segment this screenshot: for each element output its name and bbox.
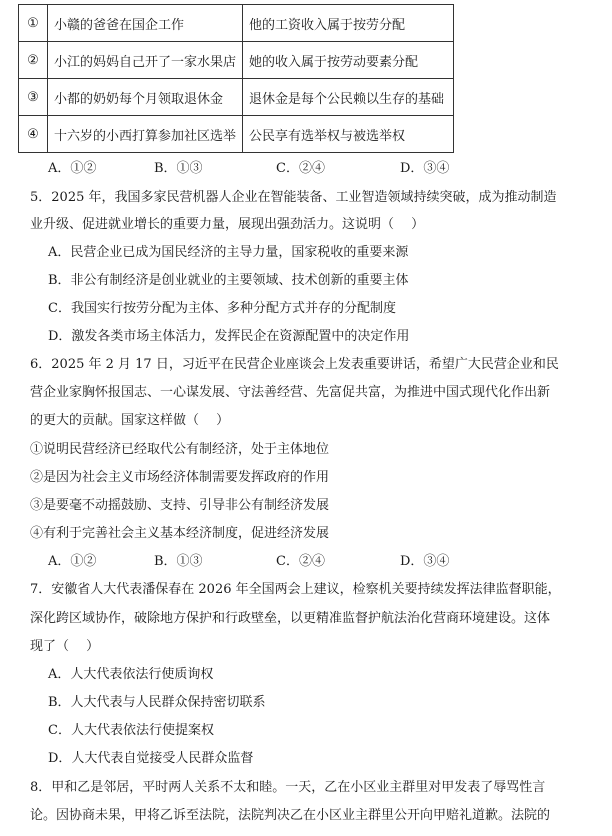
q6-stem-line: 营企业家胸怀报国志、一心谋发展、守法善经营、先富促共富，为推进中国式现代化作出新 [30, 385, 551, 400]
situation-cell: 小都的奶奶每个月领取退休金 [48, 79, 243, 116]
table-row [19, 79, 454, 116]
q7-option-b[interactable]: B．人大代表与人民群众保持密切联系 [48, 695, 266, 710]
table-row [19, 5, 454, 42]
judgement-cell: 她的收入属于按劳动要素分配 [243, 42, 454, 79]
choice-b[interactable]: B．①③ [154, 554, 203, 569]
judgement-cell: 公民享有选举权与被选举权 [243, 116, 454, 153]
q7-stem-line: 现了（ ） [30, 639, 100, 654]
judgement-cell: 他的工资收入属于按劳分配 [243, 5, 454, 42]
choice-d[interactable]: D．③④ [400, 161, 450, 176]
row-number: ② [19, 42, 48, 79]
table-row [19, 42, 454, 79]
row-number: ④ [19, 116, 48, 153]
q7-stem-line: 深化跨区域协作，破除地方保护和行政壁垒，以更精准监督护航法治化营商环境建设。这体 [30, 611, 551, 626]
q6-statement: ④有利于完善社会主义基本经济制度，促进经济发展 [30, 526, 330, 541]
q5-stem-line: 5．2025 年，我国多家民营机器人企业在智能装备、工业智造领域持续突破，成为推动制造 [30, 190, 557, 205]
q6-stem-line: 6．2025 年 2 月 17 日，习近平在民营企业座谈会上发表重要讲话，希望广大民营企业和民 [30, 357, 559, 372]
choice-d[interactable]: D．③④ [400, 554, 450, 569]
row-number: ③ [19, 79, 48, 116]
q7-option-a[interactable]: A．人大代表依法行使质询权 [48, 667, 214, 682]
q8-stem-line: 8．甲和乙是邻居，平时两人关系不太和睦。一天，乙在小区业主群里对甲发表了辱骂性言 [30, 780, 546, 795]
q6-statement: ②是因为社会主义市场经济体制需要发挥政府的作用 [30, 470, 330, 485]
q6-statement: ①说明民营经济已经取代公有制经济，处于主体地位 [30, 442, 330, 457]
choice-b[interactable]: B．①③ [154, 161, 203, 176]
q6-stem-line: 的更大的贡献。国家这样做（ ） [30, 413, 230, 428]
choice-c[interactable]: C．②④ [276, 554, 325, 569]
options-table [18, 4, 454, 153]
q7-option-d[interactable]: D．人大代表自觉接受人民群众监督 [48, 751, 254, 766]
q5-stem-line: 业升级、促进就业增长的重要力量，展现出强劲活力。这说明（ ） [30, 217, 425, 232]
situation-cell: 小赣的爸爸在国企工作 [48, 5, 243, 42]
choice-a[interactable]: A．①② [48, 554, 97, 569]
judgement-cell: 退休金是每个公民赖以生存的基础 [243, 79, 454, 116]
row-number: ① [19, 5, 48, 42]
q6-statement: ③是要毫不动摇鼓励、支持、引导非公有制经济发展 [30, 498, 330, 513]
choice-a[interactable]: A．①② [48, 161, 97, 176]
q5-option-a[interactable]: A．民营企业已成为国民经济的主导力量，国家税收的重要来源 [48, 245, 409, 260]
choice-c[interactable]: C．②④ [276, 161, 325, 176]
situation-cell: 小江的妈妈自己开了一家水果店 [48, 42, 243, 79]
q7-stem-line: 7．安徽省人大代表潘保春在 2026 年全国两会上建议，检察机关要持续发挥法律监督职能， [30, 582, 561, 597]
q7-option-c[interactable]: C．人大代表依法行使提案权 [48, 723, 214, 738]
q8-stem-line: 论。因协商未果，甲将乙诉至法院，法院判决乙在小区业主群里公开向甲赔礼道歉。法院的 [30, 808, 551, 823]
situation-cell: 十六岁的小西打算参加社区选举 [48, 116, 243, 153]
q5-option-d[interactable]: D．激发各类市场主体活力，发挥民企在资源配置中的决定作用 [48, 329, 410, 344]
table-row [19, 116, 454, 153]
q5-option-b[interactable]: B．非公有制经济是创业就业的主要领域、技术创新的重要主体 [48, 273, 409, 288]
q5-option-c[interactable]: C．我国实行按劳分配为主体、多种分配方式并存的分配制度 [48, 301, 396, 316]
